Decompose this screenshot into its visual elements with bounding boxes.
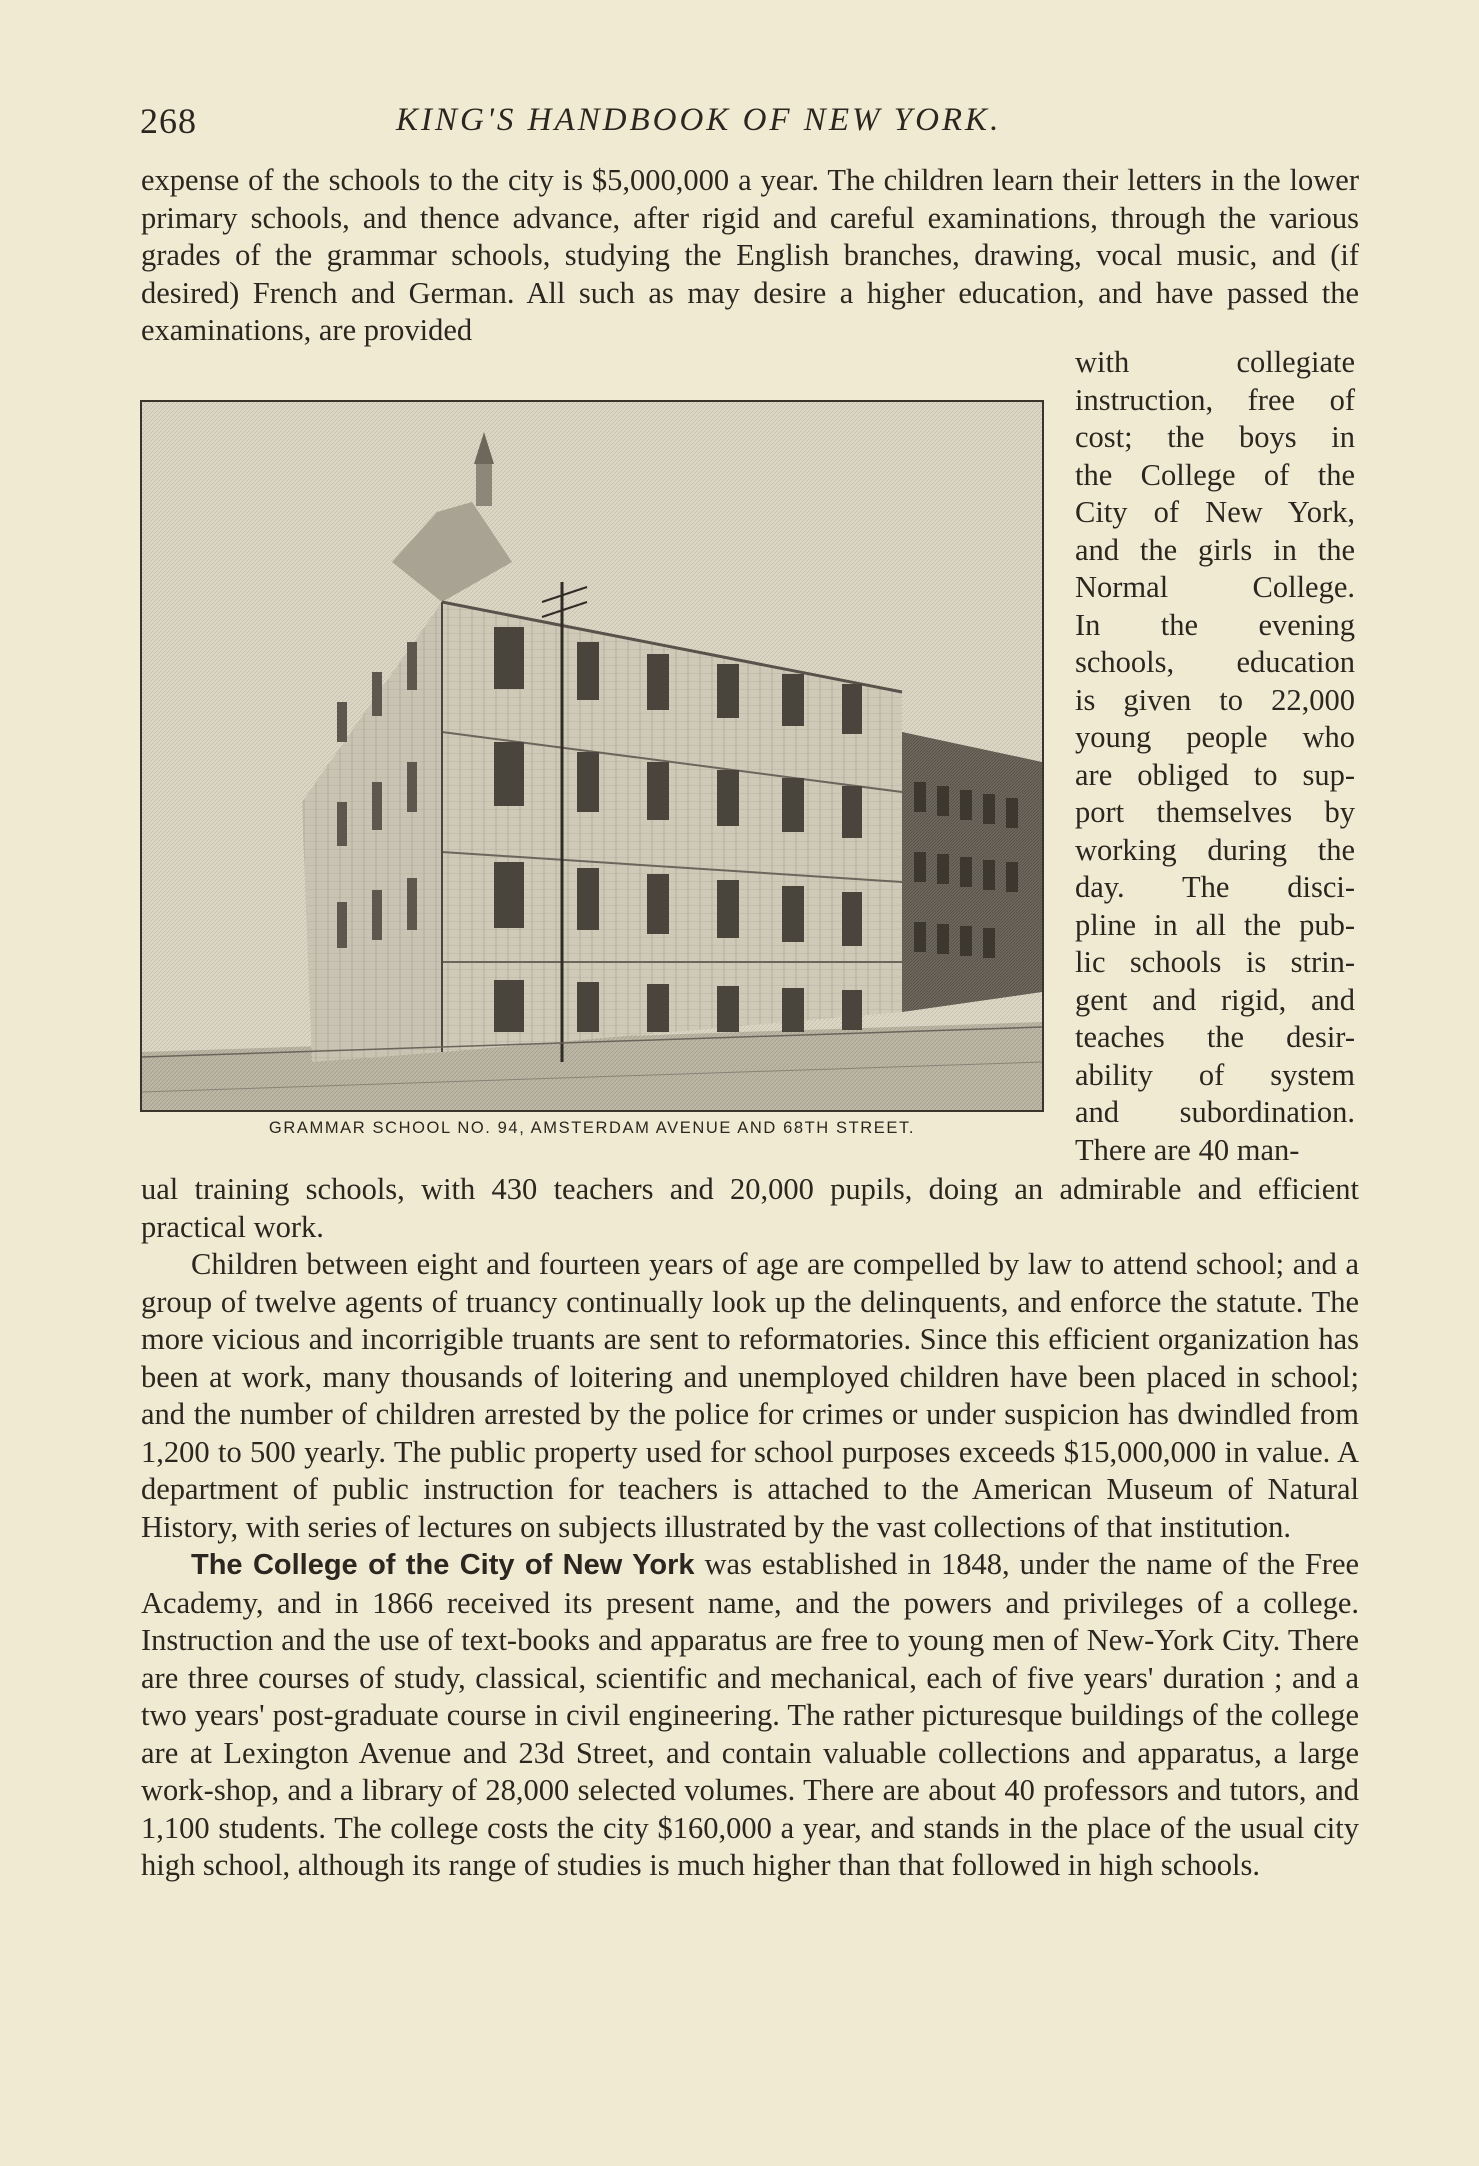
truancy-paragraph: Children between eight and fourteen years of age are compelled by law to attend school; and a group of twelve agents of truancy continually look up the delinquents, and enforce the statute. The more vicious and incorrigible truants are sent to reformatories. Since this efficient organization has been at work, many thousands of loitering and unemployed children have been placed in school; and the number of children arrested by the police for crimes or under suspicion has dwindled from 1,200 to 500 yearly. The public property used for school purposes exceeds $15,000,000 in value. A department of public instruction for teachers is attached to the American Museum of Natural History, with series of lectures on subjects illustrated by the vast collections of that institution. [141, 1247, 1359, 1544]
page-number: 268 [140, 101, 197, 141]
side-column-line: There are 40 man- [1075, 1132, 1300, 1167]
college-paragraph [141, 1546, 1359, 1885]
side-column-line: In the evening [1075, 607, 1355, 642]
body-text-block [141, 1171, 1359, 1885]
side-column-line: is given to 22,000 [1075, 682, 1355, 717]
college-lead-in: The College of the City of New York [191, 1549, 695, 1581]
running-head [138, 100, 1358, 148]
figure-caption: GRAMMAR SCHOOL NO. 94, AMSTERDAM AVENUE AND 68TH STREET. [268, 1119, 916, 1137]
side-column-line: working during the [1075, 832, 1355, 867]
side-column-line: teaches the desir- [1075, 1020, 1355, 1054]
side-column-line: ability of system [1075, 1057, 1355, 1092]
school-building-illustration [140, 400, 1044, 1112]
intro-paragraph: expense of the schools to the city is $5,000,000 a year. The children learn their letters in the lower primary schools, and thence advance, after rigid and careful examinations, through the various grades of the grammar schools, studying the English branches, drawing, vocal music, and (if desired) French and German. All such as may desire a higher education, and have passed the examinations, are provided [141, 163, 1359, 347]
continued-paragraph: ual training schools, with 430 teachers and 20,000 pupils, doing an admirable and efficient practical work. [141, 1172, 1359, 1244]
book-title: KING'S HANDBOOK OF NEW YORK. [396, 102, 1002, 138]
side-column-line: the College of the [1075, 457, 1355, 492]
side-column-line: day. The disci- [1075, 870, 1355, 904]
side-column-line: schools, education [1075, 645, 1355, 679]
side-column-line: and the girls in the [1075, 532, 1355, 567]
side-column-line: lic schools is strin- [1075, 945, 1355, 979]
intro-paragraph-block [141, 162, 1359, 350]
college-paragraph-text: was established in 1848, under the name of the Free Academy, and in 1866 received its present name, and the powers and privileges of a college. Instruction and the use of text-books and apparatus are free to young men of New-York City. There are three courses of study, classical, scientific and mechanical, each of five years' duration ; and a two years' post-graduate course in civil engineering. The rather picturesque buildings of the college are at Lexington Avenue and 23d Street, and contain valuable collections and apparatus, a large work-shop, and a library of 28,000 selected volumes. There are about 40 professors and tutors, and 1,100 students. The college costs the city $160,000 a year, and stands in the place of the usual city high school, although its range of studies is much higher than that followed in high schools. [141, 1547, 1360, 1882]
side-column-line: are obliged to sup- [1075, 757, 1355, 792]
side-column-line: port themselves by [1075, 795, 1355, 829]
side-column-line: Normal College. [1075, 570, 1355, 604]
side-column-line: instruction, free of [1075, 382, 1355, 417]
side-column-line: with collegiate [1075, 345, 1355, 379]
side-column-text [1075, 344, 1355, 1169]
side-column-line: gent and rigid, and [1075, 982, 1355, 1017]
side-column-line: pline in all the pub- [1075, 907, 1355, 942]
side-column-line: City of New York, [1075, 495, 1355, 529]
side-column-line: young people who [1075, 720, 1355, 754]
engraving-image [142, 402, 1042, 1110]
side-column-line: cost; the boys in [1075, 420, 1355, 454]
side-column-line: and subordination. [1075, 1095, 1355, 1129]
